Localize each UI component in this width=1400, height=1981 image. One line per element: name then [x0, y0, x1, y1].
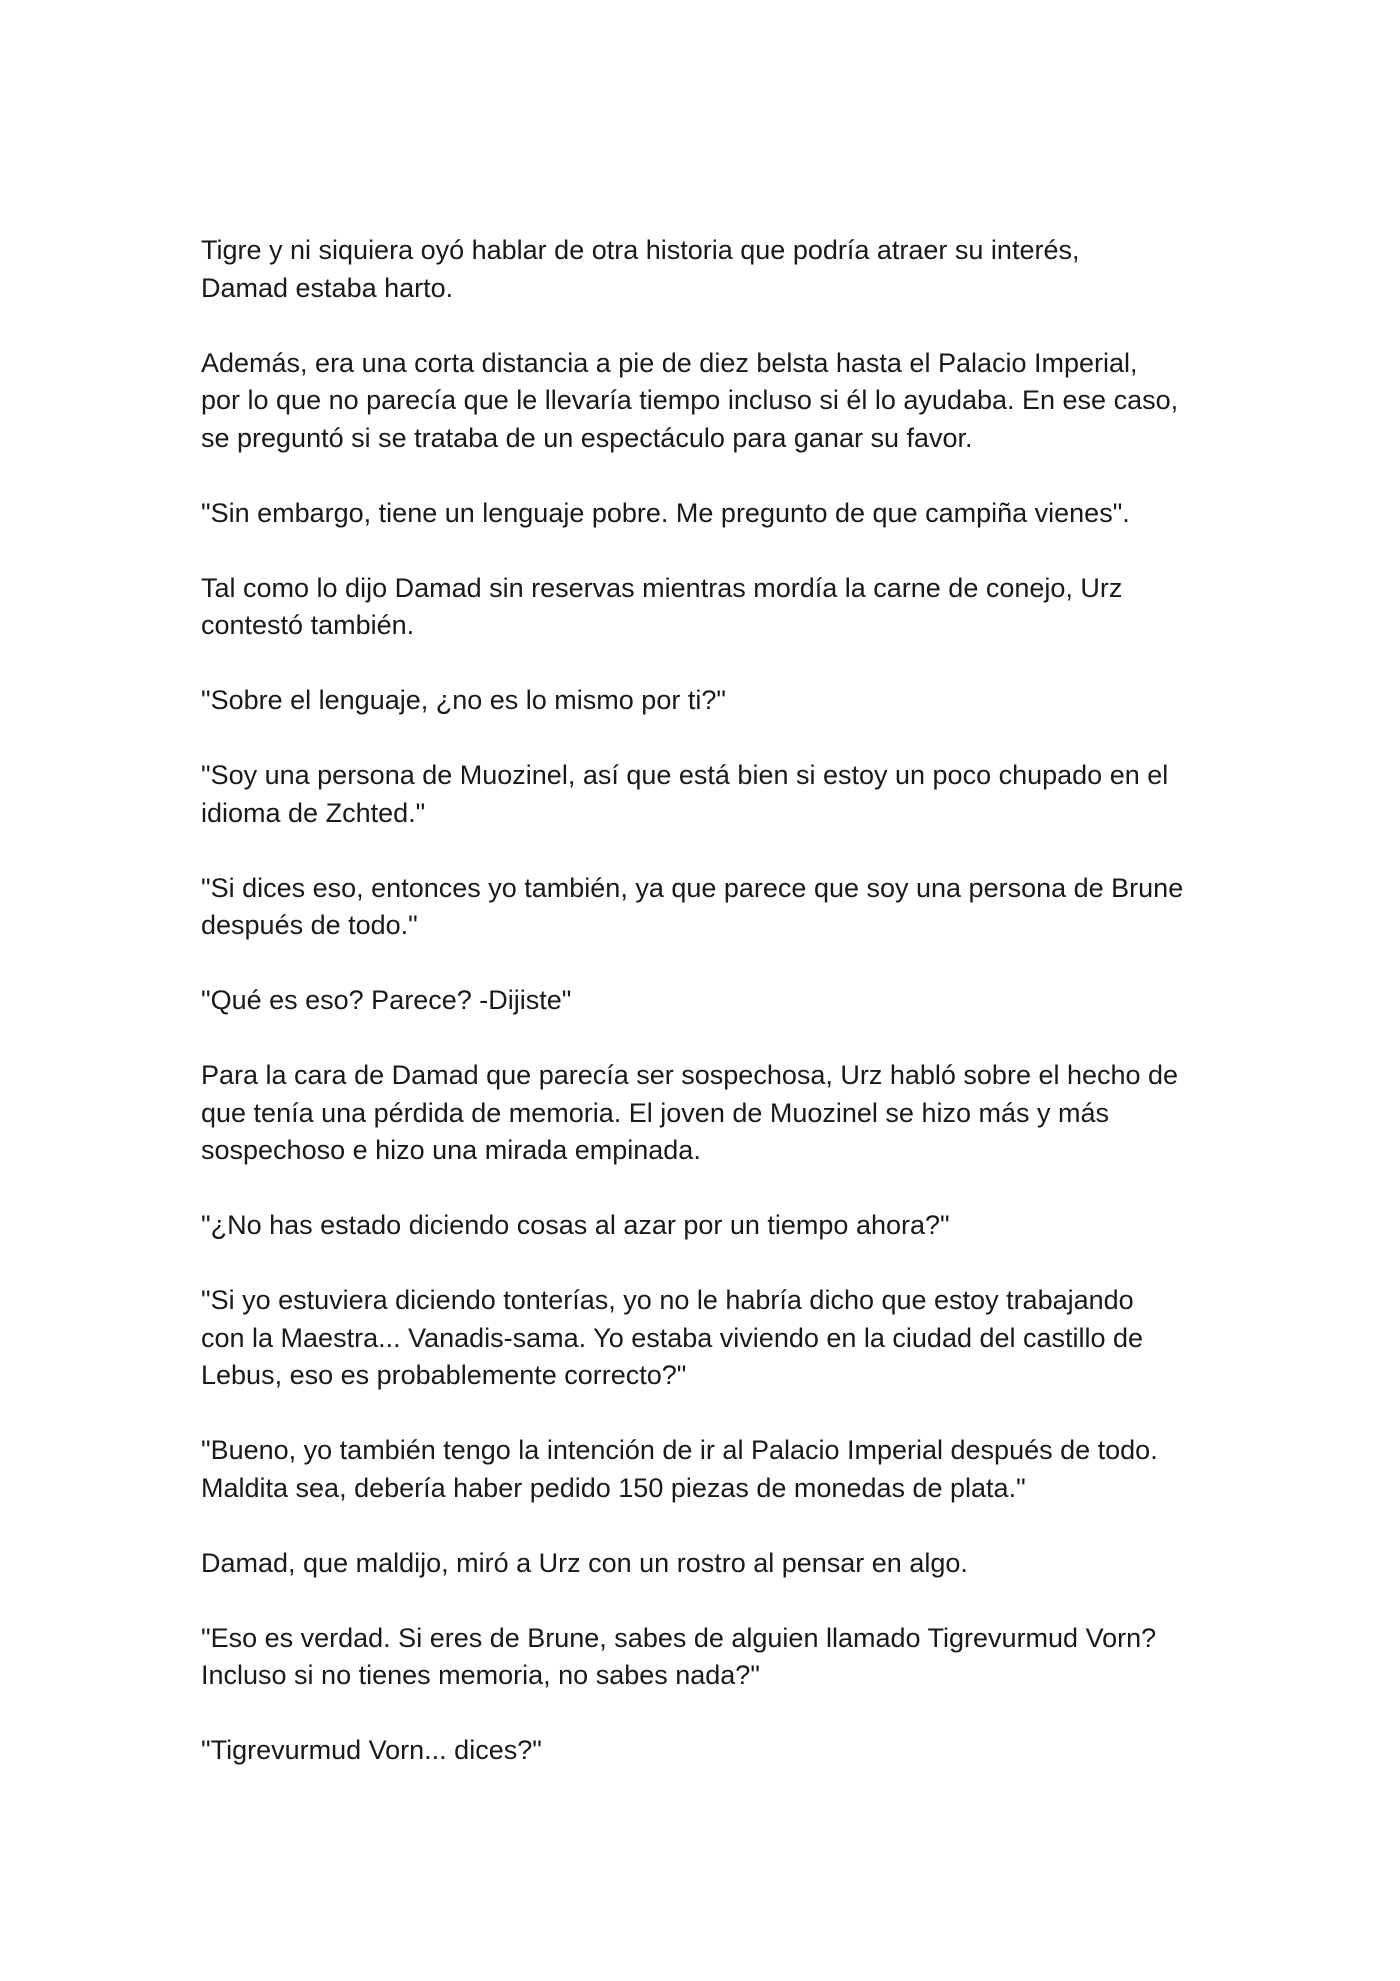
- paragraph: "Si yo estuviera diciendo tonterías, yo no le habría dicho que estoy trabajando con la Maestra... Vanadis-sama. Yo estaba viviendo en la ciudad del castillo de Lebus, eso es probablemente correcto?": [201, 1285, 1144, 1390]
- paragraph: "Si dices eso, entonces yo también, ya que parece que soy una persona de Brune después de todo.": [201, 872, 1184, 940]
- paragraph: Tigre y ni siquiera oyó hablar de otra historia que podría atraer su interés, Damad estaba harto.: [201, 235, 1080, 303]
- paragraph: "Tigrevurmud Vorn... dices?": [201, 1735, 542, 1765]
- paragraph: "Eso es verdad. Si eres de Brune, sabes de alguien llamado Tigrevurmud Vorn? Incluso si no tienes memoria, no sabes nada?": [201, 1622, 1157, 1690]
- paragraph: "Qué es eso? Parece? -Dijiste": [201, 985, 572, 1015]
- paragraph: "Soy una persona de Muozinel, así que está bien si estoy un poco chupado en el idioma de Zchted.": [201, 760, 1169, 828]
- paragraph: Para la cara de Damad que parecía ser sospechosa, Urz habló sobre el hecho de que tenía una pérdida de memoria. El joven de Muozinel se hizo más y más sospechoso e hizo una mirada empinada.: [201, 1060, 1179, 1165]
- paragraph: Además, era una corta distancia a pie de diez belsta hasta el Palacio Imperial, por lo que no parecía que le llevaría tiempo incluso si él lo ayudaba. En ese caso, se preguntó si se trataba de un espectáculo para ganar su favor.: [201, 347, 1179, 453]
- paragraph: Tal como lo dijo Damad sin reservas mientras mordía la carne de conejo, Urz contestó también.: [201, 572, 1123, 640]
- body-text: [201, 232, 1211, 1807]
- paragraph: "Bueno, yo también tengo la intención de ir al Palacio Imperial después de todo. Maldita sea, debería haber pedido 150 piezas de monedas de plata.": [201, 1435, 1158, 1503]
- paragraph: "Sobre el lenguaje, ¿no es lo mismo por ti?": [201, 685, 726, 715]
- paragraph: Damad, que maldijo, miró a Urz con un rostro al pensar en algo.: [201, 1547, 968, 1578]
- paragraph: "Sin embargo, tiene un lenguaje pobre. Me pregunto de que campiña vienes".: [201, 497, 1130, 528]
- paragraph: "¿No has estado diciendo cosas al azar por un tiempo ahora?": [201, 1210, 950, 1240]
